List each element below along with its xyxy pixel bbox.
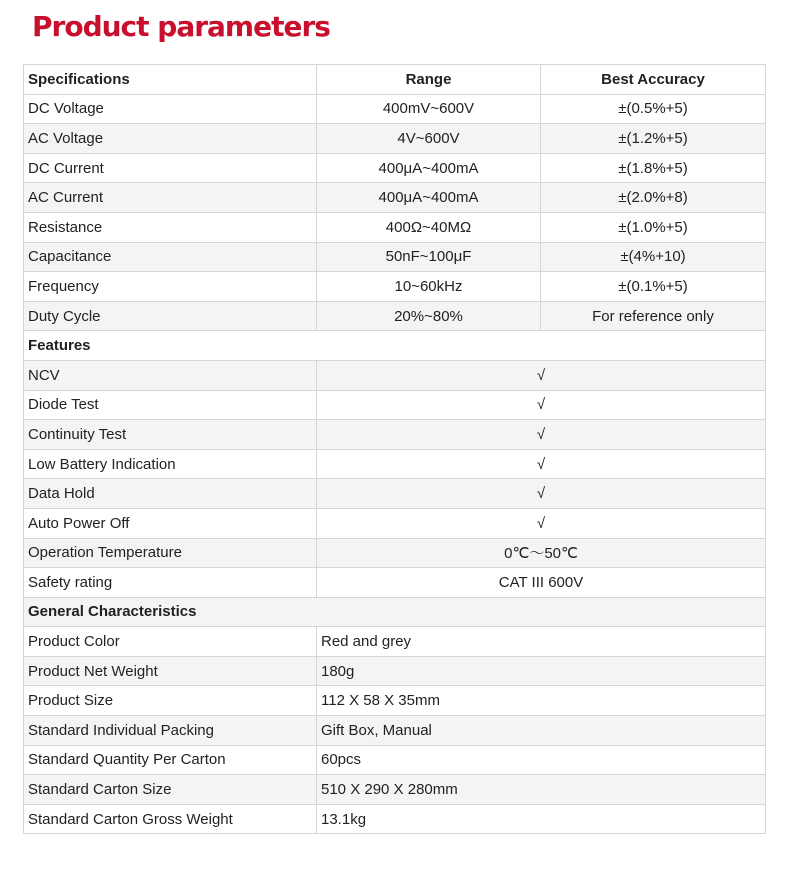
feature-name: Data Hold xyxy=(24,479,317,509)
general-name: Standard Carton Size xyxy=(24,775,317,805)
feature-name: Auto Power Off xyxy=(24,508,317,538)
feature-value: √ xyxy=(317,360,766,390)
spec-accuracy: ±(1.2%+5) xyxy=(541,124,766,154)
general-value: 180g xyxy=(317,656,766,686)
table-row xyxy=(24,568,766,598)
general-name: Product Net Weight xyxy=(24,656,317,686)
spec-accuracy: ±(1.8%+5) xyxy=(541,153,766,183)
table-row xyxy=(24,153,766,183)
column-header: Specifications xyxy=(24,65,317,95)
feature-value: √ xyxy=(317,420,766,450)
general-value: Red and grey xyxy=(317,627,766,657)
table-row xyxy=(24,272,766,302)
general-name: Standard Quantity Per Carton xyxy=(24,745,317,775)
feature-name: NCV xyxy=(24,360,317,390)
general-name: Product Color xyxy=(24,627,317,657)
general-value: Gift Box, Manual xyxy=(317,716,766,746)
table-row xyxy=(24,183,766,213)
section-header-row xyxy=(24,331,766,361)
spec-range: 20%~80% xyxy=(317,301,541,331)
spec-name: DC Voltage xyxy=(24,94,317,124)
general-value: 510 X 290 X 280mm xyxy=(317,775,766,805)
table-row xyxy=(24,745,766,775)
section-title-features: Features xyxy=(24,331,766,361)
feature-value: √ xyxy=(317,449,766,479)
section-header-row xyxy=(24,597,766,627)
table-row xyxy=(24,627,766,657)
general-name: Standard Individual Packing xyxy=(24,716,317,746)
table-row xyxy=(24,124,766,154)
table-row xyxy=(24,716,766,746)
feature-name: Diode Test xyxy=(24,390,317,420)
column-header: Range xyxy=(317,65,541,95)
spec-accuracy: ±(2.0%+8) xyxy=(541,183,766,213)
table-row xyxy=(24,775,766,805)
spec-range: 50nF~100μF xyxy=(317,242,541,272)
general-value: 112 X 58 X 35mm xyxy=(317,686,766,716)
general-value: 60pcs xyxy=(317,745,766,775)
spec-name: Resistance xyxy=(24,212,317,242)
product-parameters-table xyxy=(23,64,766,834)
spec-name: Frequency xyxy=(24,272,317,302)
spec-accuracy: ±(0.1%+5) xyxy=(541,272,766,302)
table-row xyxy=(24,656,766,686)
table-row xyxy=(24,94,766,124)
spec-name: DC Current xyxy=(24,153,317,183)
spec-name: AC Current xyxy=(24,183,317,213)
feature-name: Continuity Test xyxy=(24,420,317,450)
general-value: 13.1kg xyxy=(317,804,766,834)
feature-value: √ xyxy=(317,479,766,509)
feature-name: Safety rating xyxy=(24,568,317,598)
table-row xyxy=(24,538,766,568)
spec-name: AC Voltage xyxy=(24,124,317,154)
table-row xyxy=(24,479,766,509)
feature-value: 0℃～50℃ xyxy=(317,538,766,568)
spec-name: Duty Cycle xyxy=(24,301,317,331)
table-row xyxy=(24,360,766,390)
table-row xyxy=(24,686,766,716)
general-name: Standard Carton Gross Weight xyxy=(24,804,317,834)
table-row xyxy=(24,804,766,834)
spec-range: 400Ω~40MΩ xyxy=(317,212,541,242)
spec-accuracy: ±(1.0%+5) xyxy=(541,212,766,242)
table-header-row xyxy=(24,65,766,95)
table-row xyxy=(24,301,766,331)
spec-range: 400mV~600V xyxy=(317,94,541,124)
spec-name: Capacitance xyxy=(24,242,317,272)
spec-range: 4V~600V xyxy=(317,124,541,154)
spec-accuracy: For reference only xyxy=(541,301,766,331)
section-title-general: General Characteristics xyxy=(24,597,766,627)
spec-accuracy: ±(4%+10) xyxy=(541,242,766,272)
table-row xyxy=(24,242,766,272)
general-name: Product Size xyxy=(24,686,317,716)
table-row xyxy=(24,449,766,479)
feature-value: √ xyxy=(317,390,766,420)
spec-accuracy: ±(0.5%+5) xyxy=(541,94,766,124)
feature-name: Low Battery Indication xyxy=(24,449,317,479)
table-row xyxy=(24,420,766,450)
feature-value: √ xyxy=(317,508,766,538)
feature-value: CAT III 600V xyxy=(317,568,766,598)
page-title: Product parameters xyxy=(32,10,330,43)
table-row xyxy=(24,390,766,420)
spec-range: 400μA~400mA xyxy=(317,183,541,213)
table-row xyxy=(24,212,766,242)
feature-name: Operation Temperature xyxy=(24,538,317,568)
spec-range: 10~60kHz xyxy=(317,272,541,302)
table-row xyxy=(24,508,766,538)
spec-range: 400μA~400mA xyxy=(317,153,541,183)
column-header: Best Accuracy xyxy=(541,65,766,95)
